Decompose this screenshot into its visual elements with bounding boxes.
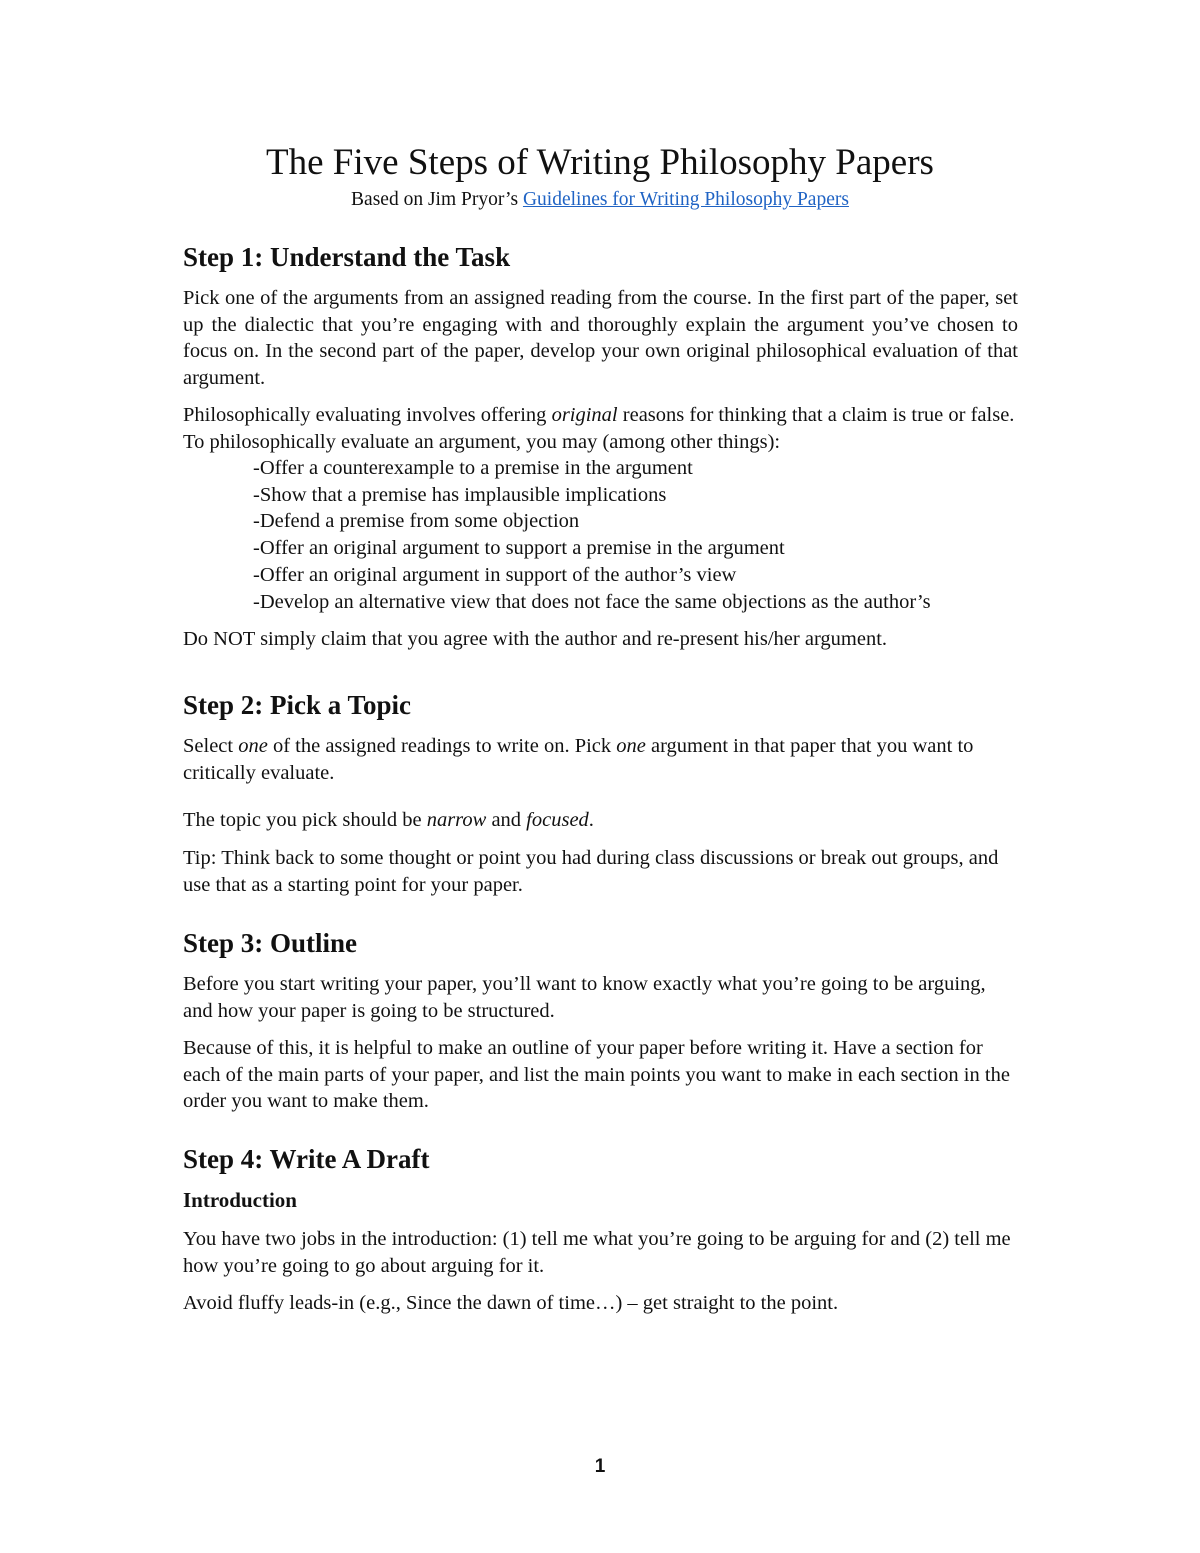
subtitle — [0, 186, 1200, 214]
list-item: -Show that a premise has implausible implications — [253, 483, 667, 506]
step2-p1-emphasis-1: one — [238, 735, 268, 757]
list-item: -Develop an alternative view that does not face the same objections as the author’s — [253, 590, 931, 613]
evaluation-methods-list — [253, 455, 931, 615]
step2-p2-emphasis-2: focused — [526, 809, 589, 831]
page-number: 1 — [594, 1456, 606, 1477]
step2-paragraph-3: Tip: Think back to some thought or point you had during class discussions or break out groups, and use that as a starting point for your paper. — [183, 847, 999, 896]
step1-paragraph-2 — [183, 402, 1018, 455]
step2-p1-part-b: of the assigned readings to write on. Pick — [267, 735, 617, 757]
step2-p2-part-b: and — [486, 809, 527, 831]
step2-p2-part-a: The topic you pick should be — [183, 809, 427, 831]
step1-p2-part-a: Philosophically evaluating involves offering — [183, 404, 552, 426]
list-item: -Offer a counterexample to a premise in the argument — [253, 457, 693, 479]
step2-p1-part-c: argument in that paper that you want to critically evaluate. — [183, 735, 974, 784]
step1-p2-emphasis: original — [551, 404, 618, 426]
step1-paragraph-3: Do NOT simply claim that you agree with the author and re-present his/her argument. — [183, 628, 888, 650]
step1-heading: Step 1: Understand the Task — [183, 242, 511, 272]
step2-paragraph-1 — [183, 733, 1018, 786]
step1-paragraph-1: Pick one of the arguments from an assigned reading from the course. In the first part of the paper, set up the dialectic that you’re engaging with and thoroughly explain the argument you’ve chosen to focus on. In the second part of the paper, develop your own original philosophical evaluation of that argument. — [183, 287, 1018, 390]
step2-p1-emphasis-2: one — [616, 735, 646, 757]
list-item: -Defend a premise from some objection — [253, 510, 580, 533]
subtitle-prefix: Based on Jim Pryor’s — [351, 189, 523, 210]
guidelines-link[interactable]: Guidelines for Writing Philosophy Papers — [522, 189, 849, 210]
page-title: The Five Steps of Writing Philosophy Papers — [266, 142, 934, 183]
step4-paragraph-2: Avoid fluffy leads-in (e.g., Since the dawn of time…) – get straight to the point. — [183, 1292, 839, 1314]
step2-p2-emphasis-1: narrow — [426, 809, 487, 831]
step3-heading: Step 3: Outline — [183, 928, 358, 958]
step4-heading: Step 4: Write A Draft — [183, 1144, 430, 1174]
step3-paragraph-1: Before you start writing your paper, you’ll want to know exactly what you’re going to be arguing, and how your paper is going to be structured. — [183, 973, 986, 1022]
list-item: -Offer an original argument to support a premise in the argument — [253, 537, 785, 560]
step1-p2-part-b: reasons for thinking that a claim is true or false. To philosophically evaluate an argument, you may (among other things): — [183, 404, 1015, 453]
introduction-subheading: Introduction — [183, 1188, 297, 1212]
step2-p1-part-a: Select — [183, 735, 239, 757]
step3-paragraph-2: Because of this, it is helpful to make an outline of your paper before writing it. Have a section for each of the main parts of your paper, and list the main points you want to make in each section in the order you want to make them. — [183, 1037, 1010, 1113]
step2-heading: Step 2: Pick a Topic — [183, 690, 412, 720]
list-item: -Offer an original argument in support of the author’s view — [253, 563, 737, 586]
step2-p2-part-c: . — [588, 809, 594, 831]
step2-paragraph-2 — [183, 807, 1018, 834]
step4-paragraph-1: You have two jobs in the introduction: (1) tell me what you’re going to be arguing for and (2) tell me how you’re going to go about arguing for it. — [183, 1228, 1011, 1277]
